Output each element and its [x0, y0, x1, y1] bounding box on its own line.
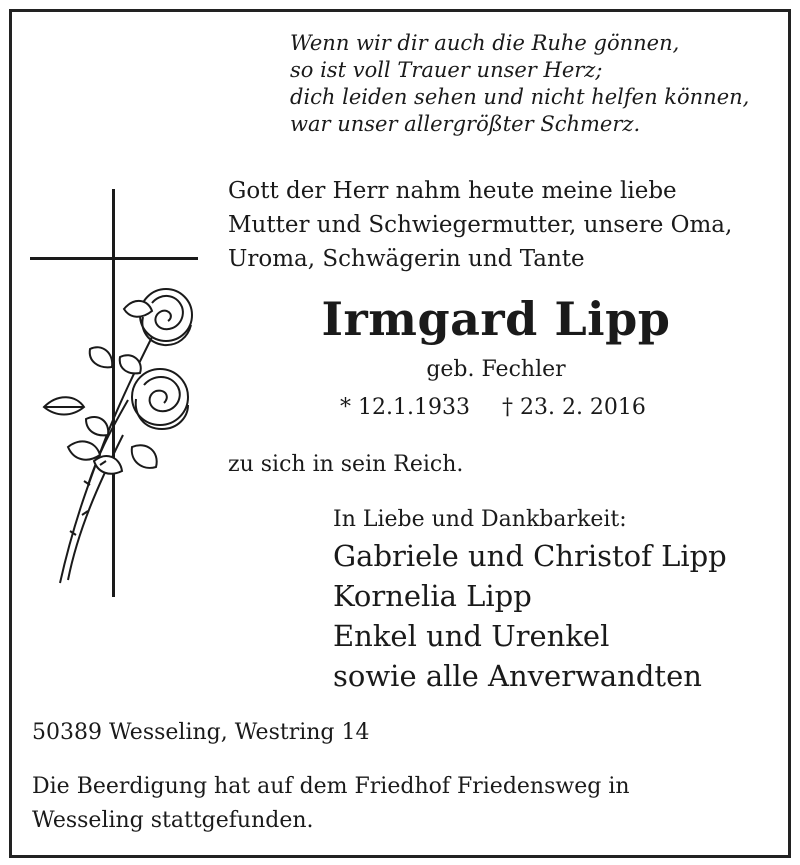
poem-line: war unser allergrößter Schmerz. — [290, 112, 641, 136]
poem-verse — [290, 30, 749, 138]
birth-name: geb. Fechler — [426, 357, 566, 382]
poem-line: Wenn wir dir auch die Ruhe gönnen, — [290, 31, 680, 55]
mourner-name: Gabriele und Christof Lipp — [333, 539, 727, 573]
mourners-heading: In Liebe und Dankbarkeit: — [333, 507, 627, 532]
address: 50389 Wesseling, Westring 14 — [32, 720, 370, 745]
funeral-note — [32, 770, 630, 838]
rose-branch-icon — [44, 289, 192, 583]
poem-line: so ist voll Trauer unser Herz; — [290, 58, 603, 82]
funeral-line: Wesseling stattgefunden. — [32, 808, 314, 833]
intro-line: Uroma, Schwägerin und Tante — [228, 246, 585, 272]
intro-line: Mutter und Schwiegermutter, unsere Oma, — [228, 212, 733, 238]
death-date: † 23. 2. 2016 — [501, 395, 646, 420]
closing-line: zu sich in sein Reich. — [228, 452, 464, 477]
intro-line: Gott der Herr nahm heute meine liebe — [228, 178, 677, 204]
intro-text — [228, 174, 732, 276]
funeral-line: Die Beerdigung hat auf dem Friedhof Friedensweg in — [32, 774, 630, 799]
mourner-name: Kornelia Lipp — [333, 579, 532, 613]
mourner-name: Enkel und Urenkel — [333, 619, 610, 653]
poem-line: dich leiden sehen und nicht helfen können, — [290, 85, 750, 109]
deceased-name: Irmgard Lipp — [321, 292, 671, 346]
life-dates — [340, 393, 646, 423]
mourners-list — [333, 536, 727, 696]
mourner-name: sowie alle Anverwandten — [333, 659, 702, 693]
birth-date: * 12.1.1933 — [340, 395, 470, 420]
cross-with-roses — [28, 185, 208, 605]
